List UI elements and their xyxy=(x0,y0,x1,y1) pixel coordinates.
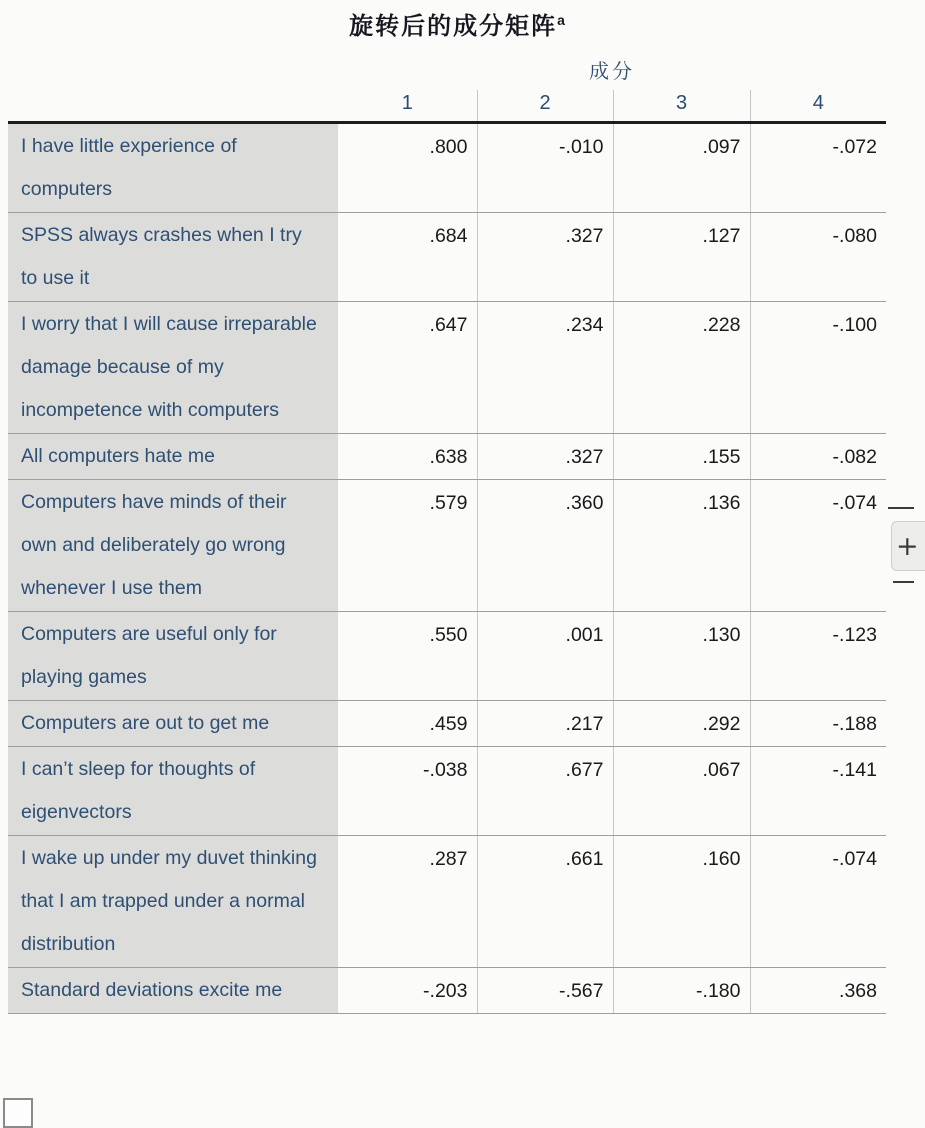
table-title xyxy=(0,6,914,41)
loading-value-cell: -.188 xyxy=(750,701,886,747)
loading-value-cell: .287 xyxy=(338,836,477,968)
loading-value-cell: -.038 xyxy=(338,747,477,836)
loading-value-cell: -.074 xyxy=(750,836,886,968)
spss-output-sheet xyxy=(0,6,919,1114)
side-zoom-widget xyxy=(878,507,919,583)
loading-value-cell: .368 xyxy=(750,968,886,1014)
table-row xyxy=(8,747,886,836)
loading-value-cell: .661 xyxy=(477,836,613,968)
table-row xyxy=(8,480,886,612)
loading-value-cell: .550 xyxy=(338,612,477,701)
group-header-row xyxy=(8,45,886,90)
loading-value-cell: -.100 xyxy=(750,302,886,434)
component-group-header: 成分 xyxy=(589,59,635,83)
plus-icon: + xyxy=(896,530,919,562)
table-row xyxy=(8,836,886,968)
loading-value-cell: .160 xyxy=(613,836,750,968)
loading-value-cell: .228 xyxy=(613,302,750,434)
table-row xyxy=(8,612,886,701)
table-title-footnote-marker: a xyxy=(557,12,565,28)
loading-value-cell: .459 xyxy=(338,701,477,747)
loading-value-cell: .327 xyxy=(477,434,613,480)
row-label: I worry that I will cause irreparable damage because of my incompetence with computers xyxy=(8,302,338,434)
column-header-row xyxy=(8,90,886,123)
table-title-text: 旋转后的成分矩阵 xyxy=(349,11,558,40)
loading-value-cell: .327 xyxy=(477,213,613,302)
loading-value-cell: -.080 xyxy=(750,213,886,302)
corner-cell xyxy=(8,90,338,123)
loading-value-cell: .001 xyxy=(477,612,613,701)
rotated-component-matrix-table xyxy=(8,45,886,1014)
row-label: Computers have minds of their own and deliberately go wrong whenever I use them xyxy=(8,480,338,612)
minus-dash-icon xyxy=(888,507,914,509)
loading-value-cell: -.180 xyxy=(613,968,750,1014)
row-label: All computers hate me xyxy=(8,434,338,480)
loading-value-cell: .234 xyxy=(477,302,613,434)
table-row xyxy=(8,968,886,1014)
loading-value-cell: .677 xyxy=(477,747,613,836)
loading-value-cell: -.141 xyxy=(750,747,886,836)
loading-value-cell: .130 xyxy=(613,612,750,701)
corner-cell xyxy=(8,45,338,90)
row-label: I can’t sleep for thoughts of eigenvectors xyxy=(8,747,338,836)
row-label: Standard deviations excite me xyxy=(8,968,338,1014)
loading-value-cell: -.123 xyxy=(750,612,886,701)
row-label: Computers are out to get me xyxy=(8,701,338,747)
table-row xyxy=(8,434,886,480)
loading-value-cell: .097 xyxy=(613,123,750,213)
column-header-1: 1 xyxy=(338,90,477,123)
row-label: I have little experience of computers xyxy=(8,123,338,213)
loading-value-cell: .638 xyxy=(338,434,477,480)
row-label: Computers are useful only for playing games xyxy=(8,612,338,701)
loading-value-cell: .217 xyxy=(477,701,613,747)
loading-value-cell: .155 xyxy=(613,434,750,480)
loading-value-cell: .360 xyxy=(477,480,613,612)
loading-value-cell: .136 xyxy=(613,480,750,612)
table-row xyxy=(8,701,886,747)
table-row xyxy=(8,213,886,302)
row-label: I wake up under my duvet thinking that I am trapped under a normal distribution xyxy=(8,836,338,968)
column-header-2: 2 xyxy=(477,90,613,123)
bottom-dash-icon xyxy=(893,581,914,583)
loading-value-cell: .127 xyxy=(613,213,750,302)
table-row xyxy=(8,302,886,434)
loading-value-cell: -.074 xyxy=(750,480,886,612)
loading-value-cell: .800 xyxy=(338,123,477,213)
loading-value-cell: -.010 xyxy=(477,123,613,213)
table-row xyxy=(8,123,886,213)
column-header-4: 4 xyxy=(750,90,886,123)
row-label: SPSS always crashes when I try to use it xyxy=(8,213,338,302)
loading-value-cell: .579 xyxy=(338,480,477,612)
loading-value-cell: .647 xyxy=(338,302,477,434)
matrix-table-body xyxy=(8,123,886,1014)
loading-value-cell: .292 xyxy=(613,701,750,747)
loading-value-cell: -.203 xyxy=(338,968,477,1014)
bottom-left-handle[interactable] xyxy=(3,1098,33,1128)
loading-value-cell: .684 xyxy=(338,213,477,302)
loading-value-cell: .067 xyxy=(613,747,750,836)
plus-button[interactable] xyxy=(891,521,925,571)
loading-value-cell: -.072 xyxy=(750,123,886,213)
column-header-3: 3 xyxy=(613,90,750,123)
loading-value-cell: -.567 xyxy=(477,968,613,1014)
loading-value-cell: -.082 xyxy=(750,434,886,480)
